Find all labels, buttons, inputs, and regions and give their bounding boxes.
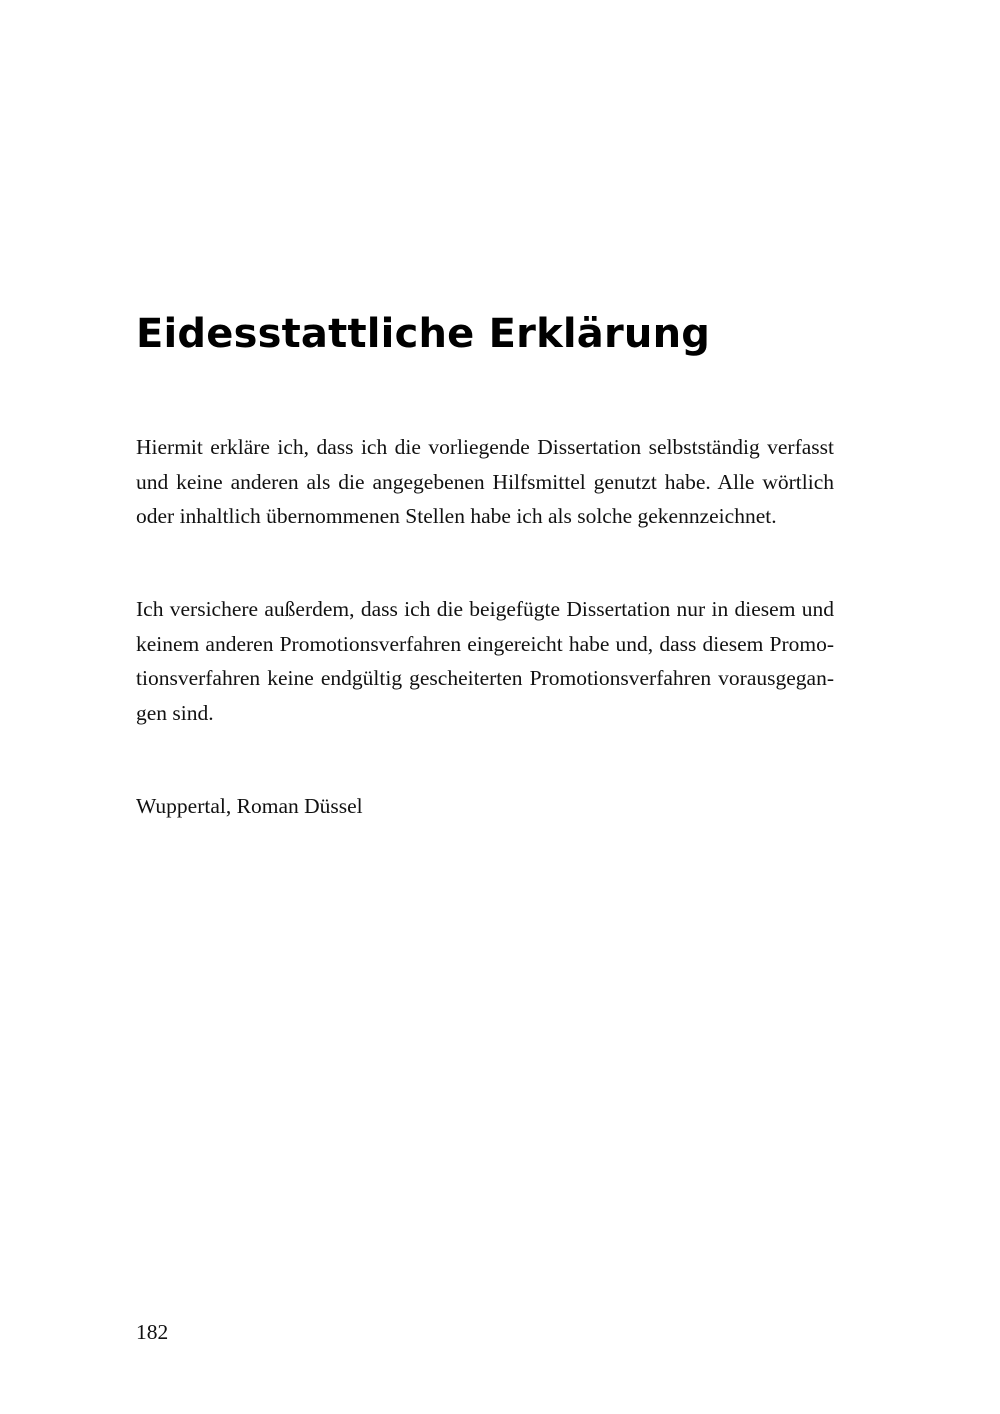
signature-line: Wuppertal, Roman Düssel [136, 794, 363, 818]
page-number: 182 [136, 1320, 169, 1344]
declaration-paragraph-2 [136, 592, 834, 730]
paragraph-line: gen sind. [136, 700, 214, 725]
paragraph-line: tionsverfahren keine endgültig gescheiterten Promotionsverfahren vorausgegan- [136, 666, 834, 690]
paragraph-line: Ich versichere außerdem, dass ich die beigefügte Dissertation nur in diesem und [136, 597, 834, 621]
paragraph-line: oder inhaltlich übernommenen Stellen habe ich als solche gekennzeichnet. [136, 504, 777, 528]
page-title: Eidesstattliche Erklärung [136, 311, 711, 357]
paragraph-line: und keine anderen als die angegebenen Hilfsmittel genutzt habe. Alle wörtlich [136, 469, 834, 494]
paragraph-line: Hiermit erkläre ich, dass ich die vorliegende Dissertation selbstständig verfasst [136, 435, 834, 459]
declaration-paragraph-1 [136, 430, 834, 534]
paragraph-line: keinem anderen Promotionsverfahren eingereicht habe und, dass diesem Promo- [136, 631, 834, 656]
